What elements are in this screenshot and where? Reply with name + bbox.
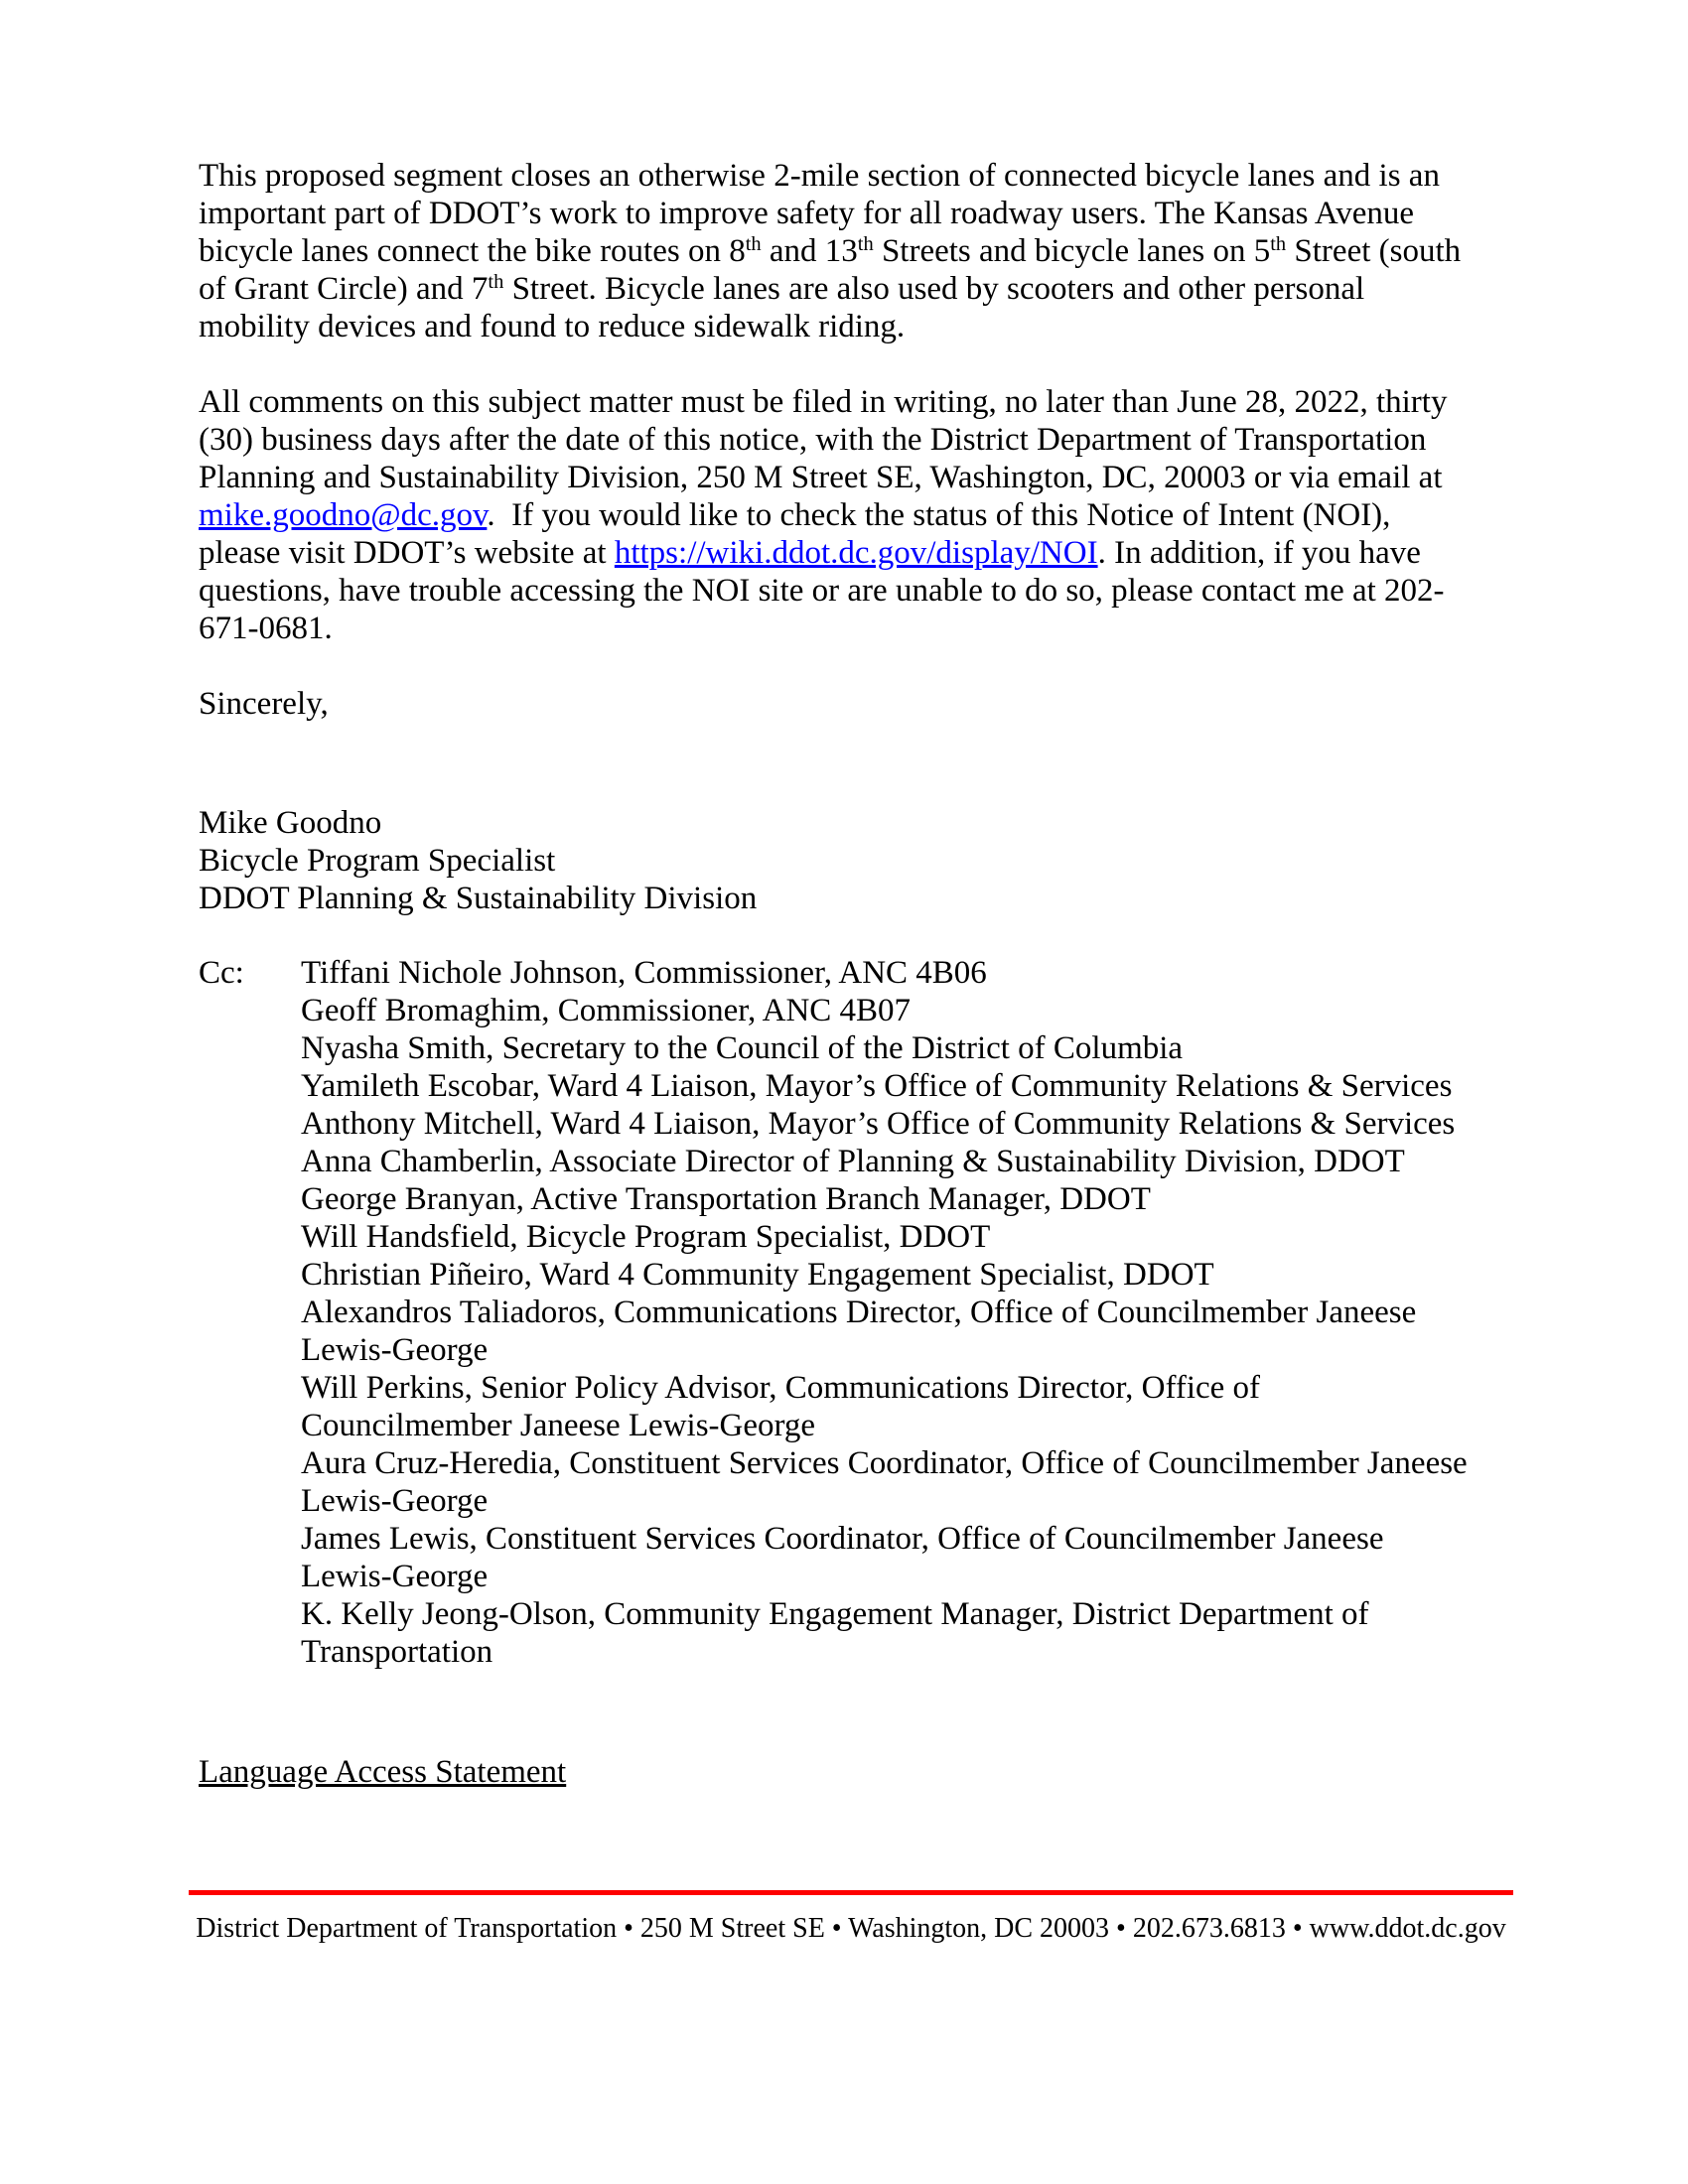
cc-recipient-line: Will Perkins, Senior Policy Advisor, Communications Director, Office of <box>301 1370 1261 1406</box>
text-line <box>199 421 1549 459</box>
cc-recipient-line: Councilmember Janeese Lewis-George <box>301 1408 816 1443</box>
ordinal-superscript: th <box>1270 232 1287 255</box>
cc-recipient-line: Tiffani Nichole Johnson, Commissioner, ANC 4B06 <box>301 955 987 991</box>
closing-salutation: Sincerely, <box>199 686 329 722</box>
cc-recipient-line: K. Kelly Jeong-Olson, Community Engagement Manager, District Department of <box>301 1596 1369 1632</box>
text-run: please visit DDOT’s website at <box>199 535 615 571</box>
noi-link[interactable]: https://wiki.ddot.dc.gov/display/NOI <box>614 535 1098 571</box>
text-run: important part of DDOT’s work to improve safety for all roadway users. The Kansas Avenue <box>199 196 1415 231</box>
footer-rule <box>189 1890 1513 1895</box>
text-run: All comments on this subject matter must be filed in writing, no later than June 28, 2022, thirty <box>199 384 1448 420</box>
cc-recipient-line: Lewis-George <box>301 1559 489 1594</box>
text-run: mobility devices and found to reduce sidewalk riding. <box>199 309 906 344</box>
cc-recipient-line: Lewis-George <box>301 1332 489 1368</box>
cc-recipient-line: George Branyan, Active Transportation Branch Manager, DDOT <box>301 1181 1151 1217</box>
text-line <box>199 157 1549 195</box>
text-line <box>199 572 1549 610</box>
signer-division: DDOT Planning & Sustainability Division <box>199 881 758 916</box>
text-line <box>199 610 1549 647</box>
email-link[interactable]: mike.goodno@dc.gov <box>199 497 488 533</box>
language-access-statement-heading: Language Access Statement <box>199 1754 567 1790</box>
cc-recipient-line: Transportation <box>301 1634 493 1670</box>
cc-recipient-line: Nyasha Smith, Secretary to the Council of the District of Columbia <box>301 1030 1184 1066</box>
text-line <box>199 496 1549 534</box>
cc-recipient-line: Geoff Bromaghim, Commissioner, ANC 4B07 <box>301 993 912 1028</box>
signer-name: Mike Goodno <box>199 805 382 841</box>
cc-recipient-line: Aura Cruz-Heredia, Constituent Services Coordinator, Office of Councilmember Janeese <box>301 1445 1468 1481</box>
cc-recipient-line: Yamileth Escobar, Ward 4 Liaison, Mayor’s Office of Community Relations & Services <box>301 1068 1453 1104</box>
cc-recipient-line: Anthony Mitchell, Ward 4 Liaison, Mayor’s Office of Community Relations & Services <box>301 1106 1456 1142</box>
text-run: Streets and bicycle lanes on 5 <box>873 233 1271 269</box>
text-run: and 13 <box>761 233 858 269</box>
footer-contact-line: District Department of Transportation • 250 M Street SE • Washington, DC 20003 • 202.673.6813 • www.ddot.dc.gov <box>196 1913 1506 1944</box>
ordinal-superscript: th <box>857 232 874 255</box>
text-run: . If you would like to check the status of this Notice of Intent (NOI), <box>487 497 1391 533</box>
cc-recipient-line: Anna Chamberlin, Associate Director of Planning & Sustainability Division, DDOT <box>301 1144 1405 1179</box>
text-run: 671-0681. <box>199 611 333 646</box>
paragraph-segment-description <box>199 157 1549 345</box>
cc-recipient-line: Christian Piñeiro, Ward 4 Community Engagement Specialist, DDOT <box>301 1257 1214 1293</box>
text-run: questions, have trouble accessing the NOI site or are unable to do so, please contact me at 202- <box>199 573 1445 609</box>
signer-title: Bicycle Program Specialist <box>199 843 556 879</box>
text-run: Planning and Sustainability Division, 250 M Street SE, Washington, DC, 20003 or via email at <box>199 460 1443 495</box>
text-run: . In addition, if you have <box>1097 535 1421 571</box>
cc-label: Cc: <box>199 955 244 991</box>
text-run: Street (south <box>1286 233 1462 269</box>
text-line <box>199 459 1549 496</box>
text-run: of Grant Circle) and 7 <box>199 271 489 307</box>
text-line <box>199 383 1549 421</box>
text-line <box>199 195 1549 232</box>
text-run: Street. Bicycle lanes are also used by scooters and other personal <box>503 271 1365 307</box>
cc-recipient-line: Will Handsfield, Bicycle Program Specialist, DDOT <box>301 1219 991 1255</box>
text-run: bicycle lanes connect the bike routes on 8 <box>199 233 746 269</box>
ordinal-superscript: th <box>488 270 504 293</box>
text-run: This proposed segment closes an otherwise 2-mile section of connected bicycle lanes and is an <box>199 158 1440 194</box>
cc-recipient-line: James Lewis, Constituent Services Coordinator, Office of Councilmember Janeese <box>301 1521 1384 1557</box>
cc-recipient-line: Lewis-George <box>301 1483 489 1519</box>
text-line <box>199 270 1549 308</box>
text-run: (30) business days after the date of this notice, with the District Department of Transportation <box>199 422 1427 458</box>
paragraph-comment-instructions <box>199 383 1549 647</box>
signature-block <box>199 804 1549 917</box>
ordinal-superscript: th <box>745 232 762 255</box>
text-line <box>199 232 1549 270</box>
cc-recipient-list <box>301 954 1549 1671</box>
cc-block <box>199 954 1549 1671</box>
text-line <box>199 308 1549 345</box>
text-line <box>199 534 1549 572</box>
cc-recipient-line: Alexandros Taliadoros, Communications Director, Office of Councilmember Janeese <box>301 1295 1417 1330</box>
